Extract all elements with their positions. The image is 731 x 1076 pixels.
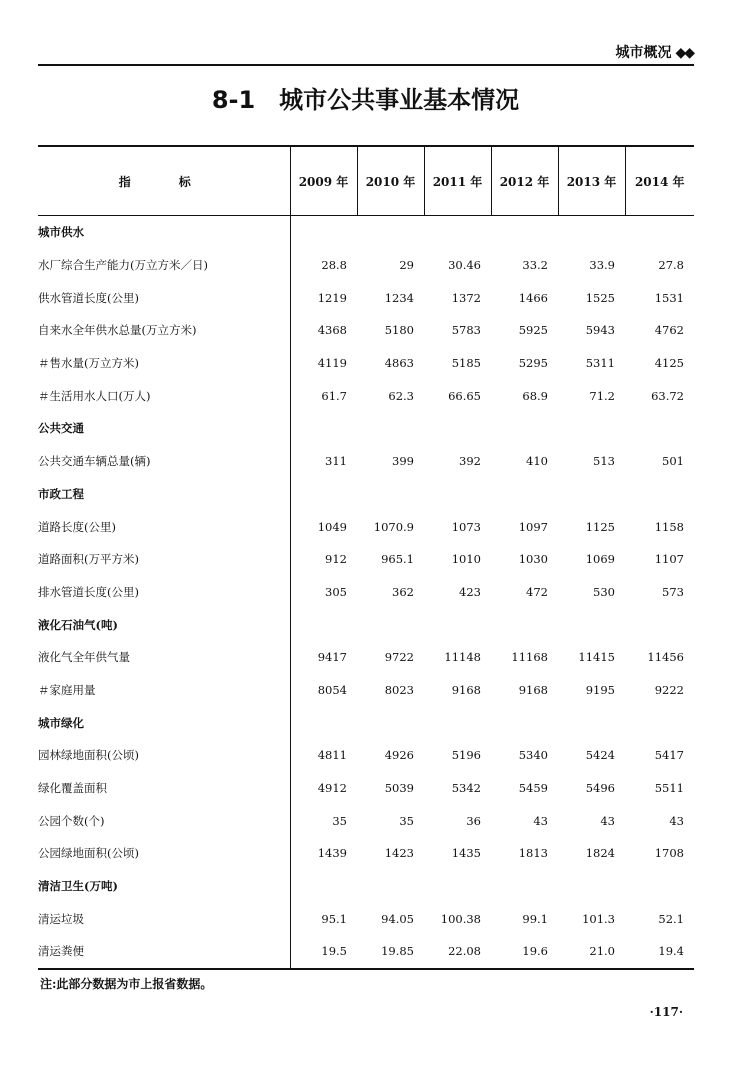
cell-value: 399: [392, 454, 414, 469]
row-label: 城市供水: [38, 225, 84, 240]
cell-value: 410: [526, 454, 548, 469]
column-header-year: 2013 年: [558, 146, 625, 216]
row-label: 城市绿化: [38, 715, 84, 730]
cell-value: 22.08: [448, 944, 481, 959]
cell-value: [558, 706, 625, 739]
section-title: 城市概况: [615, 45, 672, 61]
diamond-ornament-icon: ◆◆: [675, 45, 693, 61]
category-row: [38, 608, 694, 641]
footnote: 注:此部分数据为市上报省数据。: [40, 977, 213, 991]
cell-value: [625, 216, 694, 249]
cell-value: [357, 870, 424, 903]
cell-value: [424, 706, 491, 739]
cell-value: 4368: [290, 314, 357, 347]
cell-value: 100.38: [440, 911, 481, 926]
cell-value: 9222: [654, 682, 684, 697]
table-row: [38, 249, 694, 282]
cell-value: 5943: [585, 323, 615, 338]
cell-value: 4912: [290, 772, 357, 805]
row-label: ＃家庭用量: [38, 682, 96, 697]
cell-value: [357, 706, 424, 739]
statistics-table: [38, 145, 694, 970]
row-label: 供水管道长度(公里): [38, 290, 139, 305]
cell-value: 27.8: [658, 258, 684, 273]
cell-value: 35: [399, 813, 414, 828]
column-header-year: 2014 年: [625, 146, 694, 216]
column-header-year: 2012 年: [491, 146, 558, 216]
row-label: 清洁卫生(万吨): [38, 879, 118, 894]
cell-value: 5340: [518, 748, 548, 763]
category-row: [38, 706, 694, 739]
row-label: 清运垃圾: [38, 911, 84, 926]
cell-value: 5925: [518, 323, 548, 338]
cell-value: 1010: [451, 552, 481, 567]
cell-value: 5511: [654, 781, 684, 796]
table-header-row: [38, 146, 694, 216]
row-label: 市政工程: [38, 486, 84, 501]
cell-value: 5039: [384, 781, 414, 796]
cell-value: 43: [533, 813, 548, 828]
column-header-year: 2011 年: [424, 146, 491, 216]
cell-value: [491, 706, 558, 739]
cell-value: 5459: [518, 781, 548, 796]
cell-value: 392: [459, 454, 481, 469]
cell-value: 19.85: [381, 944, 414, 959]
cell-value: [491, 216, 558, 249]
cell-value: 101.3: [582, 911, 615, 926]
table-row: [38, 804, 694, 837]
cell-value: 66.65: [448, 388, 481, 403]
cell-value: 52.1: [658, 911, 684, 926]
cell-value: [357, 216, 424, 249]
cell-value: 1435: [451, 846, 481, 861]
cell-value: 423: [459, 584, 481, 599]
cell-value: [357, 478, 424, 511]
cell-value: [290, 706, 357, 739]
row-label: 公共交通: [38, 421, 84, 436]
table-row: [38, 739, 694, 772]
cell-value: 8023: [384, 682, 414, 697]
cell-value: 4926: [384, 748, 414, 763]
row-label: 绿化覆盖面积: [38, 781, 107, 796]
page-number: ·117·: [649, 1005, 683, 1019]
column-header-indicator: 指 标: [38, 146, 290, 216]
cell-value: [558, 412, 625, 445]
cell-value: 62.3: [388, 388, 414, 403]
category-row: [38, 412, 694, 445]
cell-value: 573: [662, 584, 684, 599]
cell-value: 21.0: [589, 944, 615, 959]
cell-value: 4863: [384, 356, 414, 371]
cell-value: 11148: [444, 650, 481, 665]
cell-value: 4811: [290, 739, 357, 772]
cell-value: 1466: [518, 290, 548, 305]
cell-value: 36: [466, 813, 481, 828]
cell-value: [290, 478, 357, 511]
cell-value: 11456: [647, 650, 684, 665]
row-label: 液化气全年供气量: [38, 650, 130, 665]
cell-value: [424, 478, 491, 511]
cell-value: 28.8: [290, 249, 357, 282]
table-row: [38, 576, 694, 609]
table-body: [38, 216, 694, 969]
cell-value: [558, 870, 625, 903]
row-label: 公园个数(个): [38, 813, 105, 828]
page-title: 8-1 城市公共事业基本情况: [211, 86, 520, 114]
cell-value: 19.4: [658, 944, 684, 959]
cell-value: 9722: [384, 650, 414, 665]
cell-value: 5424: [585, 748, 615, 763]
cell-value: 311: [290, 445, 357, 478]
cell-value: [357, 608, 424, 641]
cell-value: 5180: [384, 323, 414, 338]
cell-value: 35: [290, 804, 357, 837]
row-label: 自来水全年供水总量(万立方米): [38, 323, 197, 338]
cell-value: 4762: [654, 323, 684, 338]
cell-value: 1531: [654, 290, 684, 305]
cell-value: 8054: [290, 674, 357, 707]
cell-value: 1525: [585, 290, 615, 305]
cell-value: 1219: [290, 281, 357, 314]
cell-value: [491, 870, 558, 903]
table-row: [38, 935, 694, 969]
row-label: ＃售水量(万立方米): [38, 356, 139, 371]
table-row: [38, 510, 694, 543]
cell-value: [424, 216, 491, 249]
cell-value: 1824: [585, 846, 615, 861]
cell-value: 1125: [585, 519, 615, 534]
cell-value: 1372: [451, 290, 481, 305]
row-label: 水厂综合生产能力(万立方米／日): [38, 258, 208, 273]
cell-value: 1049: [290, 510, 357, 543]
cell-value: [290, 216, 357, 249]
table-row: [38, 641, 694, 674]
cell-value: 472: [526, 584, 548, 599]
cell-value: 1070.9: [373, 519, 414, 534]
cell-value: 1423: [384, 846, 414, 861]
cell-value: 5196: [451, 748, 481, 763]
cell-value: 1813: [518, 846, 548, 861]
cell-value: [625, 706, 694, 739]
cell-value: [558, 216, 625, 249]
cell-value: 1708: [654, 846, 684, 861]
cell-value: [558, 608, 625, 641]
cell-value: 4119: [290, 347, 357, 380]
cell-value: 9168: [518, 682, 548, 697]
row-label: 清运粪便: [38, 944, 84, 959]
table-row: [38, 347, 694, 380]
cell-value: 94.05: [381, 911, 414, 926]
cell-value: 11168: [511, 650, 548, 665]
cell-value: 1073: [451, 519, 481, 534]
table-row: [38, 379, 694, 412]
cell-value: 5496: [585, 781, 615, 796]
cell-value: 9168: [451, 682, 481, 697]
cell-value: 5342: [451, 781, 481, 796]
cell-value: [625, 412, 694, 445]
cell-value: [491, 412, 558, 445]
cell-value: 63.72: [651, 388, 684, 403]
cell-value: [491, 478, 558, 511]
cell-value: 1097: [518, 519, 548, 534]
row-label: 排水管道长度(公里): [38, 584, 139, 599]
cell-value: 305: [290, 576, 357, 609]
cell-value: 5783: [451, 323, 481, 338]
cell-value: 9195: [585, 682, 615, 697]
section-header: [615, 42, 693, 62]
cell-value: 1234: [384, 290, 414, 305]
cell-value: [491, 608, 558, 641]
cell-value: 11415: [578, 650, 615, 665]
cell-value: 29: [399, 258, 414, 273]
row-label: 液化石油气(吨): [38, 617, 118, 632]
cell-value: 99.1: [522, 911, 548, 926]
cell-value: [625, 870, 694, 903]
cell-value: 71.2: [589, 388, 615, 403]
cell-value: 4125: [654, 356, 684, 371]
cell-value: 33.2: [522, 258, 548, 273]
cell-value: 33.9: [589, 258, 615, 273]
table-row: [38, 772, 694, 805]
cell-value: 513: [593, 454, 615, 469]
cell-value: 1107: [654, 552, 684, 567]
cell-value: 1069: [585, 552, 615, 567]
cell-value: [290, 412, 357, 445]
cell-value: 68.9: [522, 388, 548, 403]
row-label: 公共交通车辆总量(辆): [38, 454, 151, 469]
cell-value: 1030: [518, 552, 548, 567]
table-row: [38, 837, 694, 870]
row-label: 道路面积(万平方米): [38, 552, 139, 567]
cell-value: [424, 870, 491, 903]
header-rule: [38, 40, 694, 66]
cell-value: 1158: [654, 519, 684, 534]
cell-value: [357, 412, 424, 445]
row-label: 公园绿地面积(公顷): [38, 846, 139, 861]
category-row: [38, 216, 694, 249]
cell-value: 19.5: [290, 935, 357, 969]
cell-value: 5417: [654, 748, 684, 763]
cell-value: [290, 870, 357, 903]
cell-value: [424, 608, 491, 641]
cell-value: 30.46: [448, 258, 481, 273]
cell-value: 1439: [290, 837, 357, 870]
cell-value: 965.1: [381, 552, 414, 567]
cell-value: 530: [593, 584, 615, 599]
category-row: [38, 478, 694, 511]
cell-value: [625, 478, 694, 511]
cell-value: 912: [290, 543, 357, 576]
table-row: [38, 314, 694, 347]
cell-value: 19.6: [522, 944, 548, 959]
row-label: 道路长度(公里): [38, 519, 116, 534]
table-row: [38, 902, 694, 935]
cell-value: 362: [392, 584, 414, 599]
table-row: [38, 674, 694, 707]
cell-value: [424, 412, 491, 445]
table-row: [38, 445, 694, 478]
cell-value: 501: [662, 454, 684, 469]
cell-value: 5295: [518, 356, 548, 371]
cell-value: 61.7: [290, 379, 357, 412]
table-row: [38, 281, 694, 314]
row-label: 园林绿地面积(公顷): [38, 748, 139, 763]
cell-value: 9417: [290, 641, 357, 674]
cell-value: 95.1: [290, 902, 357, 935]
column-header-year: 2009 年: [290, 146, 357, 216]
cell-value: [290, 608, 357, 641]
cell-value: 5311: [585, 356, 615, 371]
cell-value: 5185: [451, 356, 481, 371]
cell-value: [625, 608, 694, 641]
column-header-year: 2010 年: [357, 146, 424, 216]
category-row: [38, 870, 694, 903]
cell-value: [558, 478, 625, 511]
cell-value: 43: [600, 813, 615, 828]
cell-value: 43: [669, 813, 684, 828]
table-row: [38, 543, 694, 576]
row-label: ＃生活用水人口(万人): [38, 388, 151, 403]
